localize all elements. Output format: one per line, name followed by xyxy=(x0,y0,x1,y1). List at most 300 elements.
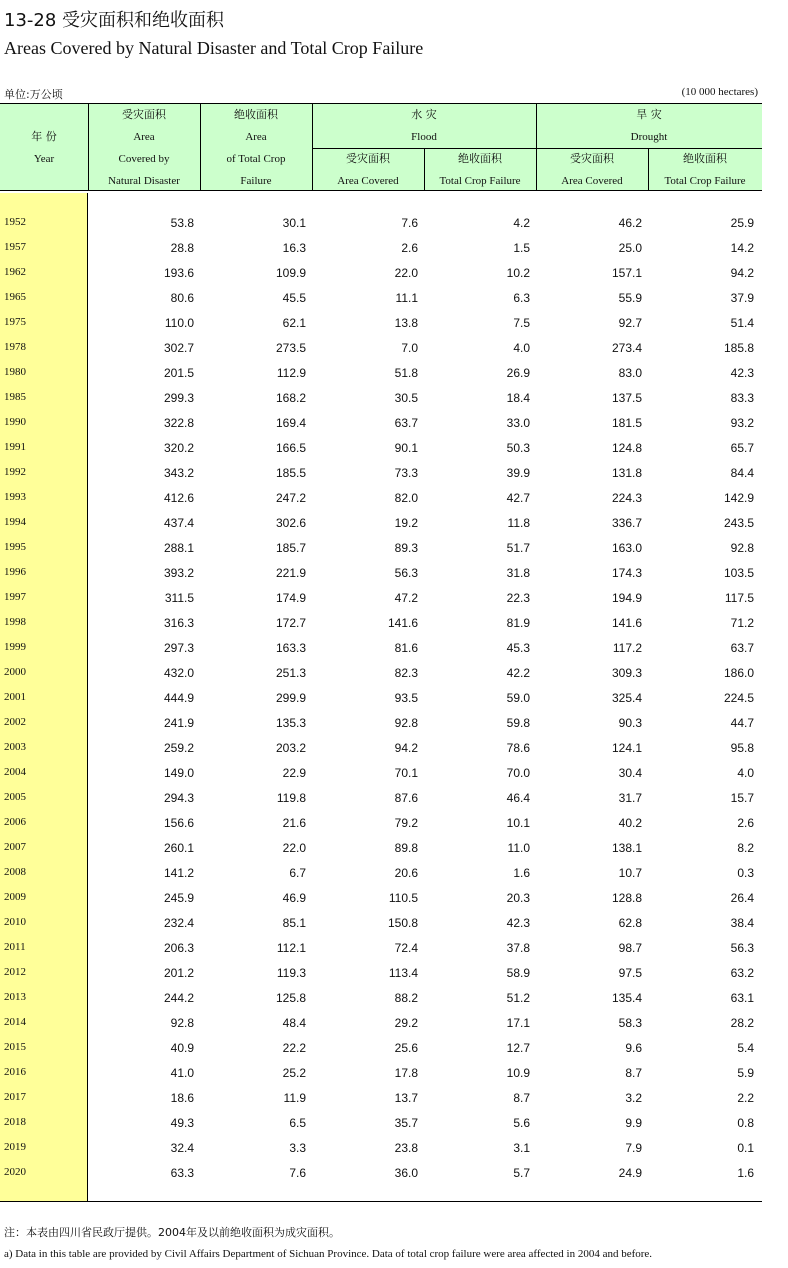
header-col2-en1: Area xyxy=(245,131,267,143)
value-cell: 11.0 xyxy=(507,841,530,855)
table-row xyxy=(0,460,762,485)
page-title-cn: 13-28 受灾面积和绝收面积 xyxy=(4,10,225,31)
value-cell: 36.0 xyxy=(394,1166,418,1180)
value-cell: 18.6 xyxy=(170,1091,194,1105)
header-drought-covered-en: Area Covered xyxy=(561,175,623,187)
unit-label-en: (10 000 hectares) xyxy=(681,86,758,98)
value-cell: 232.4 xyxy=(163,916,194,930)
year-cell: 1980 xyxy=(4,366,26,378)
page-title-en: Areas Covered by Natural Disaster and Total Crop Failure xyxy=(4,38,424,58)
value-cell: 193.6 xyxy=(163,266,194,280)
value-cell: 244.2 xyxy=(163,991,194,1005)
table-row xyxy=(0,710,762,735)
table-row xyxy=(0,685,762,710)
value-cell: 11.1 xyxy=(395,291,418,305)
value-cell: 141.6 xyxy=(387,616,418,630)
value-cell: 163.3 xyxy=(275,641,306,655)
year-cell: 1991 xyxy=(4,441,26,453)
value-cell: 20.3 xyxy=(506,891,530,905)
value-cell: 186.0 xyxy=(723,666,754,680)
table-row xyxy=(0,235,762,260)
value-cell: 6.3 xyxy=(513,291,530,305)
year-cell: 2016 xyxy=(4,1066,26,1078)
value-cell: 112.1 xyxy=(276,941,306,955)
value-cell: 157.1 xyxy=(611,266,642,280)
value-cell: 83.0 xyxy=(618,366,642,380)
value-cell: 92.7 xyxy=(618,316,642,330)
value-cell: 297.3 xyxy=(163,641,194,655)
table-row xyxy=(0,1160,762,1185)
value-cell: 87.6 xyxy=(394,791,418,805)
table-row xyxy=(0,885,762,910)
value-cell: 56.3 xyxy=(730,941,754,955)
year-cell: 1952 xyxy=(4,216,26,228)
value-cell: 302.6 xyxy=(275,516,306,530)
value-cell: 24.9 xyxy=(618,1166,642,1180)
value-cell: 103.5 xyxy=(723,566,754,580)
value-cell: 320.2 xyxy=(163,441,194,455)
value-cell: 5.4 xyxy=(737,1041,754,1055)
value-cell: 172.7 xyxy=(275,616,306,630)
table-row xyxy=(0,610,762,635)
table-row xyxy=(0,385,762,410)
value-cell: 70.0 xyxy=(506,766,530,780)
value-cell: 7.9 xyxy=(625,1141,642,1155)
value-cell: 110.5 xyxy=(388,891,418,905)
value-cell: 58.9 xyxy=(506,966,530,980)
value-cell: 51.2 xyxy=(506,991,530,1005)
value-cell: 18.4 xyxy=(506,391,530,405)
year-cell: 2011 xyxy=(4,941,26,953)
value-cell: 14.2 xyxy=(730,241,754,255)
table-row xyxy=(0,1060,762,1085)
value-cell: 247.2 xyxy=(275,491,306,505)
value-cell: 432.0 xyxy=(163,666,194,680)
header-drought-failure-en: Total Crop Failure xyxy=(664,175,746,187)
value-cell: 194.9 xyxy=(611,591,642,605)
year-cell: 1994 xyxy=(4,516,26,528)
value-cell: 4.0 xyxy=(513,341,530,355)
table-row xyxy=(0,210,762,235)
value-cell: 109.9 xyxy=(275,266,306,280)
value-cell: 89.3 xyxy=(394,541,418,555)
value-cell: 30.1 xyxy=(282,216,306,230)
value-cell: 13.7 xyxy=(394,1091,418,1105)
value-cell: 17.8 xyxy=(394,1066,418,1080)
year-cell: 2019 xyxy=(4,1141,26,1153)
value-cell: 2.6 xyxy=(737,816,754,830)
value-cell: 25.6 xyxy=(394,1041,418,1055)
value-cell: 10.2 xyxy=(506,266,530,280)
value-cell: 10.7 xyxy=(618,866,642,880)
value-cell: 11.9 xyxy=(283,1091,306,1105)
value-cell: 259.2 xyxy=(163,741,194,755)
table-row xyxy=(0,835,762,860)
value-cell: 62.1 xyxy=(282,316,306,330)
table-row xyxy=(0,1110,762,1135)
table-bottom-rule xyxy=(0,1201,762,1202)
value-cell: 41.0 xyxy=(170,1066,194,1080)
value-cell: 7.6 xyxy=(289,1166,306,1180)
year-cell: 1996 xyxy=(4,566,26,578)
value-cell: 21.6 xyxy=(282,816,306,830)
value-cell: 0.3 xyxy=(737,866,754,880)
value-cell: 181.5 xyxy=(611,416,642,430)
year-cell: 1985 xyxy=(4,391,26,403)
value-cell: 40.9 xyxy=(170,1041,194,1055)
value-cell: 73.3 xyxy=(394,466,418,480)
table-row xyxy=(0,360,762,385)
value-cell: 12.7 xyxy=(506,1041,530,1055)
header-col1-cn: 受灾面积 xyxy=(122,108,166,121)
table-row xyxy=(0,1135,762,1160)
value-cell: 137.5 xyxy=(611,391,642,405)
value-cell: 22.0 xyxy=(282,841,306,855)
year-cell: 1990 xyxy=(4,416,26,428)
value-cell: 59.0 xyxy=(506,691,530,705)
value-cell: 22.0 xyxy=(394,266,418,280)
value-cell: 201.5 xyxy=(163,366,194,380)
unit-label-cn: 单位:万公顷 xyxy=(4,88,63,101)
value-cell: 4.0 xyxy=(737,766,754,780)
value-cell: 3.2 xyxy=(625,1091,642,1105)
value-cell: 174.3 xyxy=(611,566,642,580)
value-cell: 84.4 xyxy=(730,466,754,480)
value-cell: 15.7 xyxy=(730,791,754,805)
year-cell: 2006 xyxy=(4,816,26,828)
header-drought-en: Drought xyxy=(630,131,668,143)
year-cell: 1957 xyxy=(4,241,26,253)
value-cell: 299.3 xyxy=(163,391,194,405)
value-cell: 251.3 xyxy=(275,666,306,680)
value-cell: 56.3 xyxy=(394,566,418,580)
value-cell: 46.4 xyxy=(506,791,530,805)
year-cell: 2009 xyxy=(4,891,26,903)
value-cell: 93.5 xyxy=(394,691,418,705)
value-cell: 83.3 xyxy=(730,391,754,405)
value-cell: 8.7 xyxy=(513,1091,530,1105)
value-cell: 150.8 xyxy=(387,916,418,930)
value-cell: 63.7 xyxy=(730,641,754,655)
value-cell: 241.9 xyxy=(163,716,194,730)
value-cell: 79.2 xyxy=(394,816,418,830)
value-cell: 45.5 xyxy=(282,291,306,305)
value-cell: 8.2 xyxy=(737,841,754,855)
value-cell: 2.6 xyxy=(401,241,418,255)
value-cell: 1.5 xyxy=(513,241,530,255)
value-cell: 124.1 xyxy=(611,741,642,755)
value-cell: 92.8 xyxy=(730,541,754,555)
value-cell: 168.2 xyxy=(275,391,306,405)
value-cell: 26.4 xyxy=(730,891,754,905)
value-cell: 299.9 xyxy=(275,691,306,705)
year-cell: 2018 xyxy=(4,1116,26,1128)
header-col2-cn: 绝收面积 xyxy=(234,108,278,121)
value-cell: 33.0 xyxy=(506,416,530,430)
value-cell: 163.0 xyxy=(611,541,642,555)
table-row xyxy=(0,260,762,285)
value-cell: 174.9 xyxy=(275,591,306,605)
value-cell: 22.2 xyxy=(282,1041,306,1055)
value-cell: 46.2 xyxy=(618,216,642,230)
value-cell: 13.8 xyxy=(394,316,418,330)
table-row xyxy=(0,935,762,960)
value-cell: 2.2 xyxy=(737,1091,754,1105)
table-row xyxy=(0,435,762,460)
value-cell: 44.7 xyxy=(730,716,754,730)
value-cell: 343.2 xyxy=(163,466,194,480)
year-cell: 2003 xyxy=(4,741,26,753)
value-cell: 49.3 xyxy=(170,1116,194,1130)
value-cell: 185.8 xyxy=(723,341,754,355)
value-cell: 16.3 xyxy=(282,241,306,255)
table-row xyxy=(0,910,762,935)
value-cell: 72.4 xyxy=(394,941,418,955)
header-flood-covered-en: Area Covered xyxy=(337,175,399,187)
value-cell: 141.6 xyxy=(611,616,642,630)
value-cell: 42.2 xyxy=(506,666,530,680)
value-cell: 23.8 xyxy=(394,1141,418,1155)
value-cell: 31.8 xyxy=(506,566,530,580)
value-cell: 322.8 xyxy=(163,416,194,430)
value-cell: 5.9 xyxy=(737,1066,754,1080)
value-cell: 1.6 xyxy=(737,1166,754,1180)
value-cell: 81.6 xyxy=(394,641,418,655)
value-cell: 138.1 xyxy=(611,841,642,855)
table-row xyxy=(0,585,762,610)
value-cell: 35.7 xyxy=(394,1116,418,1130)
value-cell: 26.9 xyxy=(506,366,530,380)
value-cell: 4.2 xyxy=(513,216,530,230)
value-cell: 185.7 xyxy=(275,541,306,555)
value-cell: 5.6 xyxy=(513,1116,530,1130)
table-row xyxy=(0,860,762,885)
year-cell: 2017 xyxy=(4,1091,26,1103)
value-cell: 325.4 xyxy=(611,691,642,705)
header-flood-failure-en: Total Crop Failure xyxy=(439,175,521,187)
value-cell: 117.5 xyxy=(724,591,754,605)
value-cell: 55.9 xyxy=(618,291,642,305)
header-flood-cn: 水 灾 xyxy=(411,108,437,121)
table-row xyxy=(0,785,762,810)
value-cell: 0.8 xyxy=(737,1116,754,1130)
header-year-en: Year xyxy=(33,153,55,165)
value-cell: 294.3 xyxy=(163,791,194,805)
value-cell: 29.2 xyxy=(394,1016,418,1030)
header-flood-covered-cn: 受灾面积 xyxy=(346,152,390,165)
value-cell: 3.3 xyxy=(289,1141,306,1155)
year-cell: 2008 xyxy=(4,866,26,878)
value-cell: 112.9 xyxy=(276,366,306,380)
value-cell: 6.7 xyxy=(289,866,306,880)
value-cell: 63.2 xyxy=(730,966,754,980)
value-cell: 63.3 xyxy=(170,1166,194,1180)
value-cell: 25.2 xyxy=(282,1066,306,1080)
year-cell: 2014 xyxy=(4,1016,26,1028)
value-cell: 31.7 xyxy=(618,791,642,805)
value-cell: 135.3 xyxy=(275,716,306,730)
value-cell: 82.0 xyxy=(394,491,418,505)
value-cell: 94.2 xyxy=(394,741,418,755)
value-cell: 141.2 xyxy=(163,866,194,880)
value-cell: 125.8 xyxy=(275,991,306,1005)
value-cell: 92.8 xyxy=(170,1016,194,1030)
value-cell: 119.8 xyxy=(276,791,306,805)
value-cell: 119.3 xyxy=(276,966,306,980)
value-cell: 273.4 xyxy=(611,341,642,355)
table-row xyxy=(0,1035,762,1060)
table-row xyxy=(0,485,762,510)
value-cell: 316.3 xyxy=(163,616,194,630)
value-cell: 113.4 xyxy=(388,966,418,980)
value-cell: 89.8 xyxy=(394,841,418,855)
value-cell: 9.9 xyxy=(625,1116,642,1130)
year-cell: 1998 xyxy=(4,616,26,628)
header-col1-en3: Natural Disaster xyxy=(108,175,180,187)
value-cell: 59.8 xyxy=(506,716,530,730)
header-drought-cn: 旱 灾 xyxy=(636,108,662,121)
value-cell: 7.5 xyxy=(513,316,530,330)
value-cell: 85.1 xyxy=(282,916,306,930)
value-cell: 309.3 xyxy=(611,666,642,680)
value-cell: 166.5 xyxy=(275,441,306,455)
value-cell: 53.8 xyxy=(170,216,194,230)
value-cell: 128.8 xyxy=(611,891,642,905)
value-cell: 94.2 xyxy=(730,266,754,280)
value-cell: 39.9 xyxy=(506,466,530,480)
footnote-cn: 注：本表由四川省民政厅提供。2004年及以前绝收面积为成灾面积。 xyxy=(4,1226,340,1239)
value-cell: 90.3 xyxy=(618,716,642,730)
year-cell: 2002 xyxy=(4,716,26,728)
value-cell: 10.9 xyxy=(506,1066,530,1080)
value-cell: 7.6 xyxy=(401,216,418,230)
value-cell: 71.2 xyxy=(730,616,754,630)
value-cell: 19.2 xyxy=(394,516,418,530)
table-row xyxy=(0,510,762,535)
value-cell: 46.9 xyxy=(282,891,306,905)
value-cell: 92.8 xyxy=(394,716,418,730)
value-cell: 273.5 xyxy=(275,341,306,355)
value-cell: 78.6 xyxy=(506,741,530,755)
header-flood-failure-cn: 绝收面积 xyxy=(458,152,502,165)
header-col1-en1: Area xyxy=(133,131,155,143)
value-cell: 135.4 xyxy=(611,991,642,1005)
value-cell: 412.6 xyxy=(163,491,194,505)
value-cell: 142.9 xyxy=(723,491,754,505)
value-cell: 245.9 xyxy=(163,891,194,905)
value-cell: 37.8 xyxy=(506,941,530,955)
footnote-en: a) Data in this table are provided by Civil Affairs Department of Sichuan Province. Data of total crop failure were area affected in 2004 and before. xyxy=(4,1248,653,1260)
table-row xyxy=(0,535,762,560)
value-cell: 51.7 xyxy=(506,541,530,555)
value-cell: 437.4 xyxy=(163,516,194,530)
value-cell: 20.6 xyxy=(394,866,418,880)
value-cell: 63.1 xyxy=(730,991,754,1005)
value-cell: 7.0 xyxy=(401,341,418,355)
year-cell: 1975 xyxy=(4,316,26,328)
value-cell: 48.4 xyxy=(282,1016,306,1030)
year-cell: 2020 xyxy=(4,1166,26,1178)
table-row xyxy=(0,985,762,1010)
value-cell: 22.9 xyxy=(282,766,306,780)
value-cell: 82.3 xyxy=(394,666,418,680)
value-cell: 201.2 xyxy=(163,966,194,980)
value-cell: 156.6 xyxy=(163,816,194,830)
value-cell: 30.4 xyxy=(618,766,642,780)
table-row xyxy=(0,410,762,435)
value-cell: 42.7 xyxy=(506,491,530,505)
value-cell: 203.2 xyxy=(275,741,306,755)
value-cell: 47.2 xyxy=(394,591,418,605)
table-row xyxy=(0,1085,762,1110)
value-cell: 5.7 xyxy=(513,1166,530,1180)
header-drought-failure-cn: 绝收面积 xyxy=(683,152,727,165)
value-cell: 221.9 xyxy=(275,566,306,580)
value-cell: 58.3 xyxy=(618,1016,642,1030)
table-row xyxy=(0,960,762,985)
value-cell: 25.0 xyxy=(618,241,642,255)
year-cell: 2005 xyxy=(4,791,26,803)
value-cell: 243.5 xyxy=(723,516,754,530)
value-cell: 149.0 xyxy=(163,766,194,780)
year-cell: 2010 xyxy=(4,916,26,928)
year-cell: 2015 xyxy=(4,1041,26,1053)
table-row xyxy=(0,760,762,785)
value-cell: 3.1 xyxy=(513,1141,530,1155)
value-cell: 311.5 xyxy=(164,591,194,605)
value-cell: 63.7 xyxy=(394,416,418,430)
value-cell: 6.5 xyxy=(289,1116,306,1130)
value-cell: 224.5 xyxy=(723,691,754,705)
value-cell: 185.5 xyxy=(275,466,306,480)
year-cell: 2012 xyxy=(4,966,26,978)
year-cell: 1995 xyxy=(4,541,26,553)
value-cell: 88.2 xyxy=(394,991,418,1005)
header-drought-covered-cn: 受灾面积 xyxy=(570,152,614,165)
table-row xyxy=(0,660,762,685)
value-cell: 206.3 xyxy=(163,941,194,955)
value-cell: 95.8 xyxy=(730,741,754,755)
value-cell: 393.2 xyxy=(163,566,194,580)
year-cell: 1965 xyxy=(4,291,26,303)
value-cell: 124.8 xyxy=(611,441,642,455)
value-cell: 30.5 xyxy=(394,391,418,405)
year-cell: 1978 xyxy=(4,341,26,353)
value-cell: 51.4 xyxy=(730,316,754,330)
value-cell: 38.4 xyxy=(730,916,754,930)
value-cell: 42.3 xyxy=(506,916,530,930)
value-cell: 45.3 xyxy=(506,641,530,655)
value-cell: 98.7 xyxy=(618,941,642,955)
table-row xyxy=(0,560,762,585)
value-cell: 17.1 xyxy=(506,1016,530,1030)
value-cell: 50.3 xyxy=(506,441,530,455)
value-cell: 302.7 xyxy=(163,341,194,355)
year-cell: 1997 xyxy=(4,591,26,603)
value-cell: 336.7 xyxy=(611,516,642,530)
table-row xyxy=(0,1010,762,1035)
header-flood-en: Flood xyxy=(411,131,437,143)
table-row xyxy=(0,285,762,310)
value-cell: 90.1 xyxy=(394,441,418,455)
year-cell: 2013 xyxy=(4,991,26,1003)
year-cell: 1999 xyxy=(4,641,26,653)
value-cell: 288.1 xyxy=(163,541,194,555)
header-col1-en2: Covered by xyxy=(118,153,170,165)
value-cell: 117.2 xyxy=(612,641,642,655)
value-cell: 28.8 xyxy=(170,241,194,255)
value-cell: 32.4 xyxy=(170,1141,194,1155)
